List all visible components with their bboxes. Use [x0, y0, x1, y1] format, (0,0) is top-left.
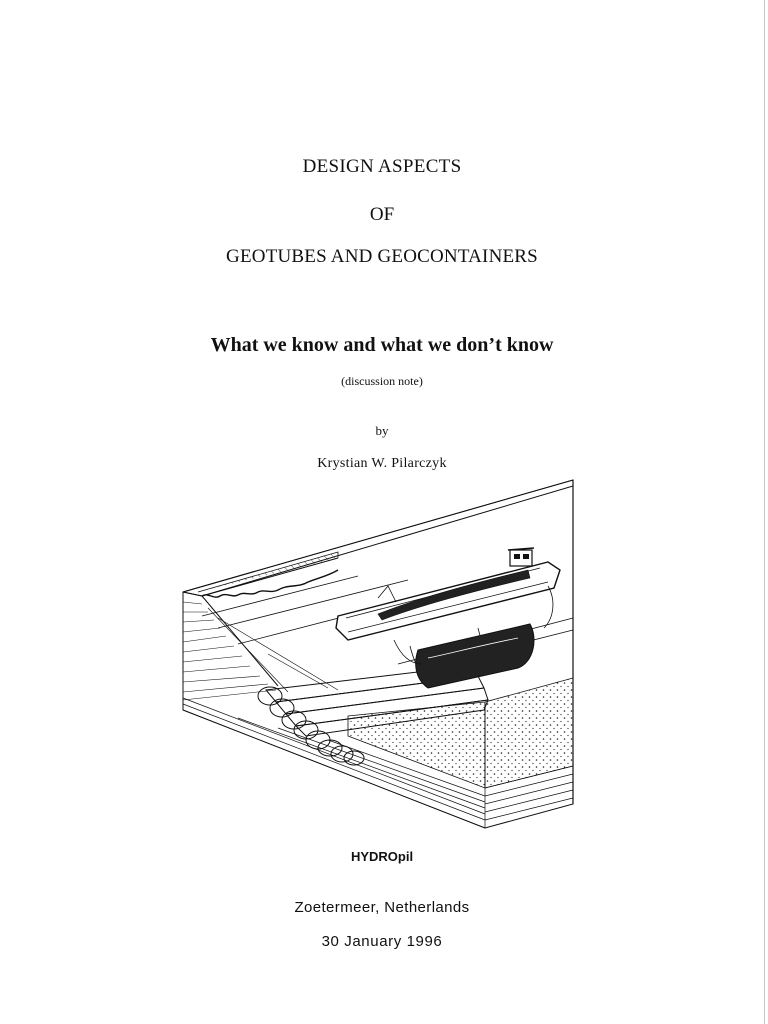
- title-line-2: OF: [369, 204, 395, 225]
- title-line-3: GEOTUBES AND GEOCONTAINERS: [226, 246, 538, 267]
- author-name: Krystian W. Pilarczyk: [317, 456, 447, 471]
- discussion-note: (discussion note): [341, 374, 423, 388]
- location: Zoetermeer, Netherlands: [294, 899, 470, 916]
- organization-name: HYDROpil: [350, 849, 414, 864]
- page-edge: [764, 0, 765, 1024]
- by-label: by: [375, 423, 389, 438]
- barge-geocontainer-illustration: [178, 478, 576, 830]
- title-line-1: DESIGN ASPECTS: [302, 156, 462, 177]
- document-date: 30 January 1996: [321, 933, 443, 950]
- subtitle: What we know and what we don’t know: [210, 334, 554, 356]
